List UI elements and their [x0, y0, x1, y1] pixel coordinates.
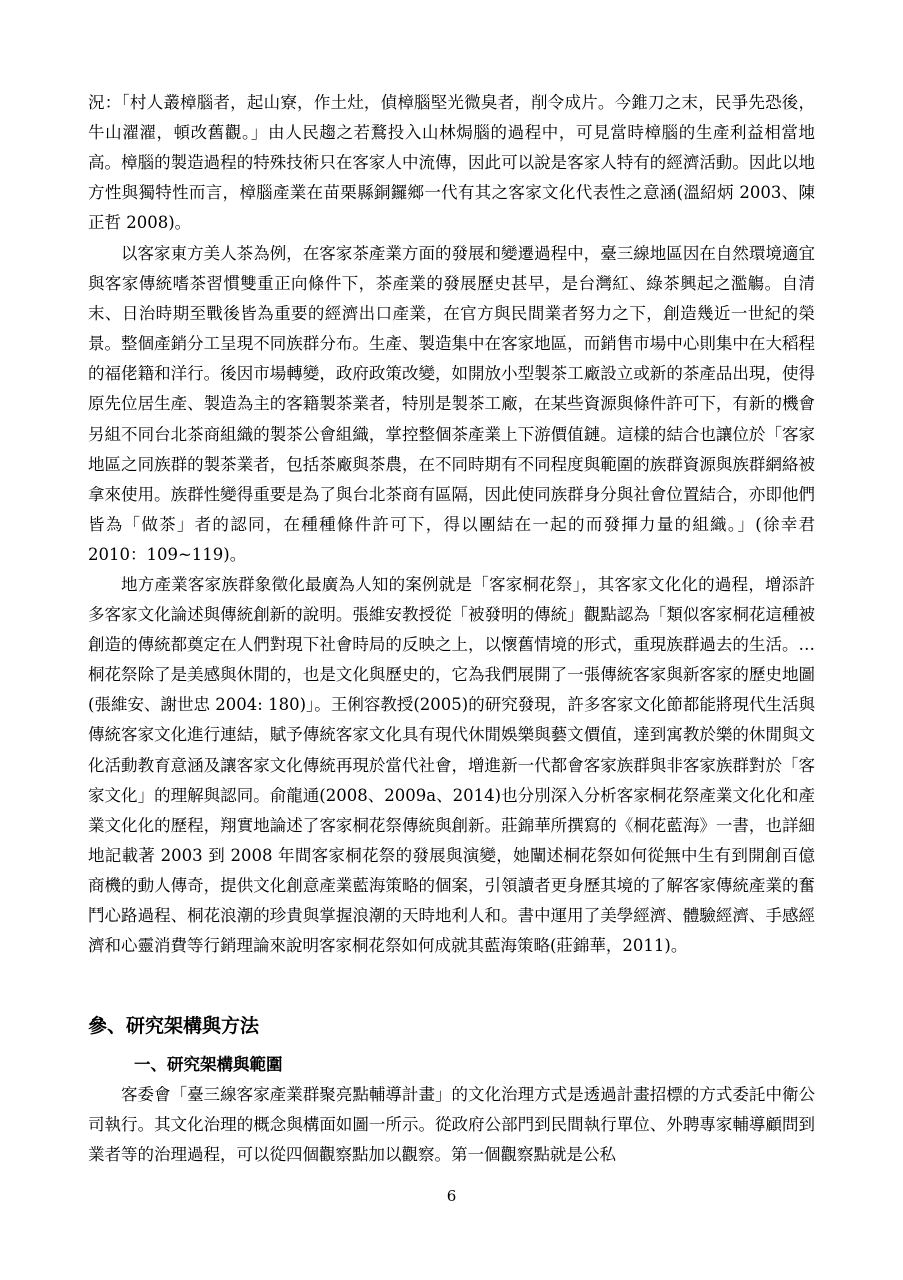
paragraph-cultural-governance: 客委會「臺三線客家產業群聚亮點輔導計畫」的文化治理方式是透過計畫招標的方式委託中衛公司執行。其文化治理的概念與構面如圖一所示。從政府公部門到民間執行單位、外聘專家輔導顧問到業者等的治理過程，可以從四個觀察點加以觀察。第一個觀察點就是公私 — [88, 1085, 815, 1165]
paragraph-tung-blossom-festival: 地方產業客家族群象徵化最廣為人知的案例就是「客家桐花祭」，其客家文化化的過程，增添許多客家文化論述與傳統創新的說明。張維安教授從「被發明的傳統」觀點認為「類似客家桐花這種被創造的傳統都奠定在人們對現下社會時局的反映之上，以懷舊情境的形式，重現族群過去的生活。…桐花祭除了是美感與休閒的，也是文化與歷史的，它為我們展開了一張傳統客家與新客家的歷史地圖 (張維安、謝世忠 2004: 180)」。王俐容教授(2005)的研究發現，許多客家文化節都能將現代生活與傳統客家文化進行連結，賦予傳統客家文化具有現代休閒娛樂與藝文價值，達到寓教於樂的休閒與文化活動教育意涵及讓客家文化傳統再現於當代社會，增進新一代都會客家族群與非客家族群對於「客家文化」的理解與認同。俞龍通(2008、2009a、2014)也分別深入分析客家桐花祭產業文化化和產業文化化的歷程，翔實地論述了客家桐花祭傳統與創新。莊錦華所撰寫的《桐花藍海》一書，也詳細地記載著 2003 到 2008 年間客家桐花祭的發展與演變，她闡述桐花祭如何從無中生有到開創百億商機的動人傳奇，提供文化創意產業藍海策略的個案，引領讀者更身歷其境的了解客家傳統產業的奮鬥心路過程、桐花浪潮的珍貴與掌握浪潮的天時地利人和。書中運用了美學經濟、體驗經濟、手感經濟和心靈消費等行銷理論來說明客家桐花祭如何成就其藍海策略(莊錦華，2011)。 — [88, 575, 815, 956]
section-heading: 參、研究架構與方法 — [88, 1015, 260, 1037]
paragraph-oriental-beauty-tea: 以客家東方美人茶為例，在客家茶產業方面的發展和變遷過程中，臺三線地區因在自然環境適宜與客家傳統嗜茶習慣雙重正向條件下，茶產業的發展歷史甚早，是台灣紅、綠茶興起之濫觴。自清末、日治時期至戰後皆為重要的經濟出口產業，在官方與民間業者努力之下，創造幾近一世紀的榮景。整個產銷分工呈現不同族群分布。生產、製造集中在客家地區，而銷售市場中心則集中在大稻程的福佬籍和洋行。後因市場轉變，政府政策改變，如開放小型製茶工廠設立或新的茶產品出現，使得原先位居生產、製造為主的客籍製茶業者，特別是製茶工廠，在某些資源與條件許可下，有新的機會另組不同台北茶商組織的製茶公會組織，掌控整個茶產業上下游價值鏈。這樣的結合也讓位於「客家地區之同族群的製茶業者，包括茶廠與茶農，在不同時期有不同程度與範圍的族群資源與族群網絡被拿來使用。族群性變得重要是為了與台北茶商有區隔，因此使同族群身分與社會位置結合，亦即他們皆為「做茶」者的認同，在種種條件許可下，得以團結在一起的而發揮力量的組織。」(徐幸君 2010：109~119)。 — [88, 244, 832, 564]
paragraph-camphor: 況：「村人叢樟腦者，起山寮，作土灶，偵樟腦堅光微臭者，削令成片。今錐刀之末，民爭先恐後，牛山濯濯，頓改舊觀。」由人民趨之若鶩投入山林焗腦的過程中，可見當時樟腦的生產利益相當地高。樟腦的製造過程的特殊技術只在客家人中流傳，因此可以說是客家人特有的經濟活動。因此以地方性與獨特性而言，樟腦產業在苗栗縣銅鑼鄉一代有其之客家文化代表性之意涵(溫紹炳 2003、陳正哲 2008)。 — [88, 93, 815, 233]
subsection-heading: 一、研究架構與範圍 — [134, 1055, 283, 1074]
page-number: 6 — [446, 1187, 457, 1205]
